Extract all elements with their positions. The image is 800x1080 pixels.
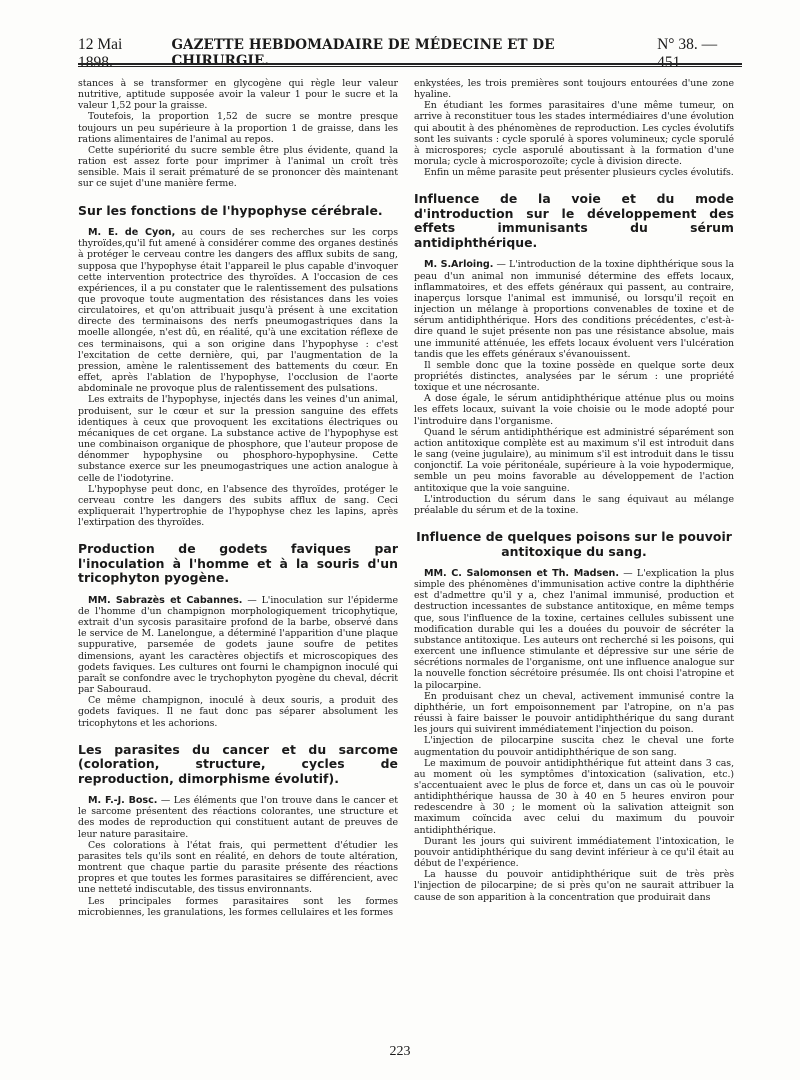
paragraph	[78, 595, 398, 695]
author-name: M. F.-J. Bosc.	[88, 795, 158, 807]
paragraph-text: — L'inoculation sur l'épiderme de l'homme d'un champignon morphologiquement tricophytique, extrait d'un sycosis parasitaire profond de la barbe, observé dans le service de M. Lanelongue, a déterminé l'apparition d'une plaque suppurative, parsemée de godets jaune soufre de petites dimensions, ayant les caractères objectifs et microscopiques des godets faviques. Les cultures ont fourni le champignon inoculé qui paraît se confondre avec le trychophyton pyogène du cheval, décrit par Sabouraud.	[78, 594, 398, 696]
header-rule-thin	[78, 66, 742, 67]
right-column	[414, 78, 734, 903]
issue-date: 12 Mai 1898.	[78, 36, 123, 71]
paragraph: Quand le sérum antidiphthérique est administré séparément son action antitoxique complète est au maximum s'il est introduit dans le sang (veine jugulaire), au minimum s'il est introduit dans le tissu conjonctif. La voie péritonéale, supérieure à la voie hypodermique, semble un peu moins favorable au développement de l'action antitoxique que la voie sanguine.	[414, 426, 734, 494]
paragraph: Durant les jours qui suivirent immédiatement l'intoxication, le pouvoir antidiphthérique du sang devint inférieur à ce qu'il était au début de l'expérience.	[414, 835, 734, 870]
paragraph-text: — L'explication la plus simple des phénomènes d'immunisation active contre la diphthérie est d'admettre qu'il y a, chez l'animal immunisé, production et destruction incessantes de substance antitoxique, en même temps que, sous l'influence de la toxine, certaines cellules subissent une modification durable qui les a douées du pouvoir de sécréter la substance antitoxique. Les auteurs ont recherché si les poisons, qui exercent une influence stimulante et dépressive sur une série de sécrétions normales de l'organisme, ont une influence analogue sur la nouvelle fonction sécrétoire présumée. Ils ont choisi l'atropine et la pilocarpine.	[414, 568, 734, 691]
paragraph: La hausse du pouvoir antidiphthérique suit de très près l'injection de pilocarpine; de si près qu'on ne saurait attribuer la cause de son apparition à la concentration que produirait dans	[414, 869, 734, 903]
left-column	[78, 78, 398, 918]
paragraph	[414, 568, 734, 691]
paragraph-text: — Les éléments que l'on trouve dans le cancer et le sarcome présentent des réactions colorantes, une structure et des modes de reproduction qui constituent autant de preuves de leur nature parasitaire.	[78, 795, 398, 840]
section-heading-godets: Production de godets faviques par l'inoculation à l'homme et à la souris d'un tricophyton pyogène.	[78, 541, 398, 586]
paragraph: Ces colorations à l'état frais, qui permettent d'étudier les parasites tels qu'ils sont en réalité, en dehors de toute altération, montrent que chaque partie du parasite présente des réactions propres et que toutes les formes parasitaires se différencient, avec une netteté indiscutable, des tissus environnants.	[78, 839, 398, 896]
paragraph: enkystées, les trois premières sont toujours entourées d'une zone hyaline.	[414, 78, 734, 101]
paragraph	[78, 795, 398, 840]
page-number: 223	[389, 1044, 411, 1059]
paragraph: Le maximum de pouvoir antidiphthérique fut atteint dans 3 cas, au moment où les symptômes d'intoxication (salivation, etc.) s'accentuaient avec le plus de force et, dans un cas où le pouvoir antidiphthérique haussa de 30 à 40 en 5 heures environ pour redescendre à 30 ; le moment où la salivation atteignit son maximum coïncida avec celui du maximum du pouvoir antidiphthérique.	[414, 757, 734, 836]
paragraph: Les principales formes parasitaires sont les formes microbiennes, les granulations, les formes cellulaires et les formes	[78, 895, 398, 918]
paragraph-text: — L'introduction de la toxine diphthérique sous la peau d'un animal non immunisé détermine des effets locaux, inflammatoires, et des effets généraux qui passent, au contraire, inaperçus lorsque l'animal est immunisé, ou lorsqu'il reçoit en injection un mélange à proportions convenables de toxine et de sérum antidiphthérique. Hors des conditions précédentes, c'est-à-dire quand le sujet présente non pas une résistance absolue, mais une immunité atténuée, les effets locaux évoluent vers l'ulcération tandis que les effets généraux s'évanouissent.	[414, 259, 734, 360]
paragraph: Enfin un même parasite peut présenter plusieurs cycles évolutifs.	[424, 167, 734, 179]
issue-number: N° 38. — 451	[657, 36, 718, 71]
paragraph: Toutefois, la proportion 1,52 de sucre se montre presque toujours un peu supérieure à la proportion 1 de graisse, dans les rations alimentaires de l'animal au repos.	[78, 111, 398, 145]
paragraph-text: au cours de ses recherches sur les corps thyroïdes,qu'il fut amené à considérer comme des organes destinés à protéger le cerveau contre les dangers des afflux subits de sang, supposa que l'hypophyse était l'appareil le plus capable d'invoquer cette intervention protectrice des thyroïdes. A l'occasion de ces expériences, il a pu constater que le ralentissement des pulsations que provoque toute augmentation des résistances dans les voies circulatoires, et qu'on attribuait jusqu'à présent à une excitation directe des terminaisons des nerfs pneumogastriques dans la moelle allongée, n'est dû, en réalité, qu'à une excitation réflexe de ces terminaisons, qui a son origine dans l'hypophyse : c'est l'excitation de cette dernière, qui, par l'augmentation de la pression, amène le ralentissement des battements du cœur. En effet, après l'ablation de l'hypophyse, l'occlusion de l'aorte abdominale ne provoque plus de ralentissement des pulsations.	[78, 227, 398, 395]
paragraph: A dose égale, le sérum antidiphthérique atténue plus ou moins les effets locaux, suivant la voie choisie ou le mode adopté pour l'introduire dans l'organisme.	[414, 393, 734, 427]
author-name: MM. Sabrazès et Cabannes.	[88, 594, 243, 606]
author-name: M. E. de Cyon,	[88, 227, 176, 239]
paragraph: En produisant chez un cheval, activement immunisé contre la diphthérie, un fort empoisonnement par l'atropine, on n'a pas réussi à faire baisser le pouvoir antidiphthérique du sang durant les jours qui suivirent immédiatement l'injection du poison.	[414, 690, 734, 736]
paragraph: stances à se transformer en glycogène qui règle leur valeur nutritive, aptitude supposée avoir la valeur 1 pour le sucre et la valeur 1,52 pour la graisse.	[78, 78, 398, 112]
paragraph: L'injection de pilocarpine suscita chez le cheval une forte augmentation du pouvoir antidiphthérique de son sang.	[414, 735, 734, 758]
paragraph	[78, 227, 398, 394]
author-name: M. S.Arloing.	[424, 259, 494, 271]
journal-title: GAZETTE HEBDOMADAIRE DE MÉDECINE ET DE CHIRURGIE.	[171, 37, 555, 69]
paragraph: Il semble donc que la toxine possède en quelque sorte deux propriétés distinctes, analysées par le sérum : une propriété toxique et une nécrosante.	[414, 359, 734, 394]
paragraph: Les extraits de l'hypophyse, injectés dans les veines d'un animal, produisent, sur le cœur et sur la pression sanguine des effets identiques à ceux que provoquent les excitations électriques ou mécaniques de cet organe. La substance active de l'hypophyse est une combinaison organique de phosphore, que l'auteur propose de dénommer hypophysine ou phosphoro-hypophysine. Cette substance exerce sur les pneumogastriques une action analogue à celle de l'iodotyrine.	[78, 394, 398, 484]
paragraph: Cette supériorité du sucre semble être plus évidente, quand la ration est assez forte pour imprimer à l'animal un croît très sensible. Mais il serait prématuré de se prononcer dès maintenant sur ce sujet d'une manière ferme.	[78, 144, 398, 190]
paragraph: Ce même champignon, inoculé à deux souris, a produit des godets faviques. Il ne faut donc pas séparer absolument les tricophytons et les achorions.	[78, 695, 398, 729]
author-name: MM. C. Salomonsen et Th. Madsen.	[424, 568, 619, 579]
paragraph	[414, 259, 734, 359]
paragraph: L'introduction du sérum dans le sang équivaut au mélange préalable du sérum et de la toxine.	[414, 493, 734, 516]
running-header	[78, 36, 742, 71]
paragraph: En étudiant les formes parasitaires d'une même tumeur, on arrive à reconstituer tous les stades intermédiaires d'une évolution qui aboutit à des phénomènes de reproduction. Les cycles évolutifs sont les suivants : cycle sporulé à spores volumineux; cycle sporulé à microspores; cycle asporulé aboutissant à la formation d'une morula; cycle à microsporozoïte; cycle à division directe.	[414, 100, 734, 168]
header-rule	[78, 63, 742, 65]
section-heading-poisons: Influence de quelques poisons sur le pouvoir antitoxique du sang.	[416, 529, 732, 559]
paragraph: L'hypophyse peut donc, en l'absence des thyroïdes, protéger le cerveau contre les dangers des subits afflux de sang. Ceci expliquerait l'hypertrophie de l'hypophyse chez les lapins, après l'extirpation des thyroïdes.	[78, 483, 398, 529]
section-heading-parasites: Les parasites du cancer et du sarcome (coloration, structure, cycles de reproduction, dimorphisme évolutif).	[78, 741, 398, 786]
section-heading-hypophyse: Sur les fonctions de l'hypophyse cérébrale.	[78, 202, 383, 218]
section-heading-serum: Influence de la voie et du mode d'introduction sur le développement des effets immunisants du sérum antidiphthérique.	[414, 191, 734, 250]
